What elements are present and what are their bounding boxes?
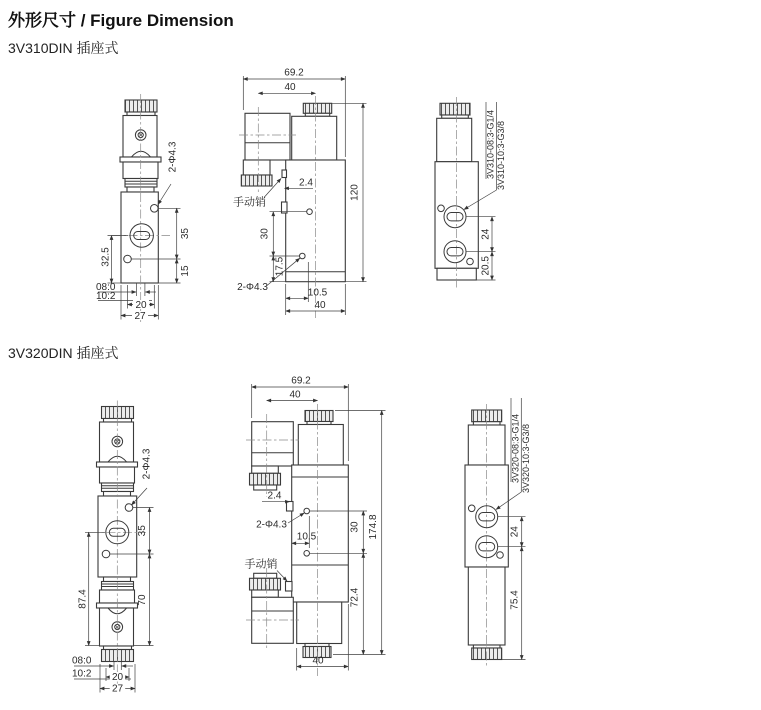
hole-dim-label: 2-Φ4.3 — [141, 448, 153, 480]
dim-75-4-label: 75.4 — [509, 590, 521, 610]
dim-20-label: 20 — [111, 672, 124, 683]
dim-08-label: 08:0 — [72, 655, 92, 667]
dim-2-4-label: 2.4 — [299, 177, 313, 189]
cable-gland — [250, 578, 281, 590]
din-connector — [123, 116, 157, 158]
dim-10-5-label: 10.5 — [296, 531, 317, 543]
dim-30-label: 30 — [259, 228, 271, 240]
dim-2-4-label: 2.4 — [267, 490, 282, 502]
dim-10-label: 10:2 — [72, 668, 92, 680]
model-label-g38: 3V310-10:3-G3/8 — [496, 120, 506, 190]
view-3v320-back — [465, 398, 531, 668]
coil-body — [437, 118, 472, 161]
din-connector — [252, 422, 294, 466]
dim-87-4-label: 87.4 — [77, 589, 89, 609]
din-connector — [245, 113, 290, 160]
dim-174-8-label: 174.8 — [368, 514, 379, 540]
dim-27-label: 27 — [134, 311, 146, 322]
dim-08-label: 08:0 — [96, 282, 116, 293]
dim-30-label: 30 — [349, 521, 361, 533]
manual-pin — [282, 170, 287, 178]
hole-dim-label: 2-Φ4.3 — [256, 519, 287, 531]
cable-gland — [241, 175, 272, 186]
valve-body — [121, 192, 158, 283]
section-label-3v320: 3V320DIN 插座式 — [8, 345, 119, 361]
knurled-cap — [440, 103, 470, 115]
view-3v320-front — [72, 401, 154, 695]
cable-gland — [250, 473, 281, 485]
manual-pin — [286, 582, 293, 592]
knurled-cap — [305, 411, 333, 422]
dim-69-2-label: 69.2 — [284, 67, 304, 79]
dim-69-2-label: 69.2 — [291, 375, 311, 387]
view-3v310-side — [233, 68, 367, 319]
dim-24-label: 24 — [480, 228, 492, 240]
view-3v320-side — [245, 376, 386, 677]
dim-15-label: 15 — [180, 265, 191, 277]
dim-10-label: 10:2 — [96, 291, 116, 302]
knurled-cap — [303, 103, 331, 113]
view-3v310-front — [96, 94, 191, 322]
dim-20-label: 20 — [135, 300, 147, 311]
coil-body — [298, 425, 343, 466]
section-label-3v310: 3V310DIN 插座式 — [8, 40, 119, 56]
dim-40-top-label: 40 — [289, 389, 301, 401]
coil-body — [297, 602, 342, 644]
model-label-g14: 3V310-08:3-G1/4 — [485, 109, 496, 179]
dim-20-5-label: 20.5 — [480, 256, 492, 276]
manual-pin-label: 手动销 — [233, 196, 266, 209]
dim-40-bottom-label: 40 — [314, 300, 326, 311]
dim-40-top-label: 40 — [284, 82, 296, 93]
dim-27-label: 27 — [111, 683, 124, 695]
dim-10-5-label: 10.5 — [307, 287, 328, 299]
dim-72-4-label: 72.4 — [349, 587, 361, 608]
view-3v310-back — [435, 97, 506, 290]
hole-dim-label: 2-Φ4.3 — [237, 282, 268, 293]
dim-35-label: 35 — [180, 228, 191, 240]
manual-pin-label: 手动销 — [244, 558, 278, 571]
model-label-g14: 3V320-08:3-G1/4 — [510, 413, 521, 483]
page-title: 外形尺寸 / Figure Dimension — [8, 11, 234, 30]
dim-120-label: 120 — [349, 184, 361, 201]
dim-17-5-label: 17.5 — [274, 256, 286, 277]
dim-32-5-label: 32.5 — [100, 247, 112, 267]
dim-70-label: 70 — [137, 594, 148, 606]
dim-24-label: 24 — [509, 526, 521, 538]
coil-body — [292, 116, 337, 160]
dim-35-label: 35 — [137, 525, 148, 537]
hole-dim-label: 2-Φ4.3 — [167, 141, 179, 173]
model-label-g38: 3V320-10:3-G3/8 — [521, 423, 531, 493]
dim-40-bottom-label: 40 — [312, 655, 324, 667]
